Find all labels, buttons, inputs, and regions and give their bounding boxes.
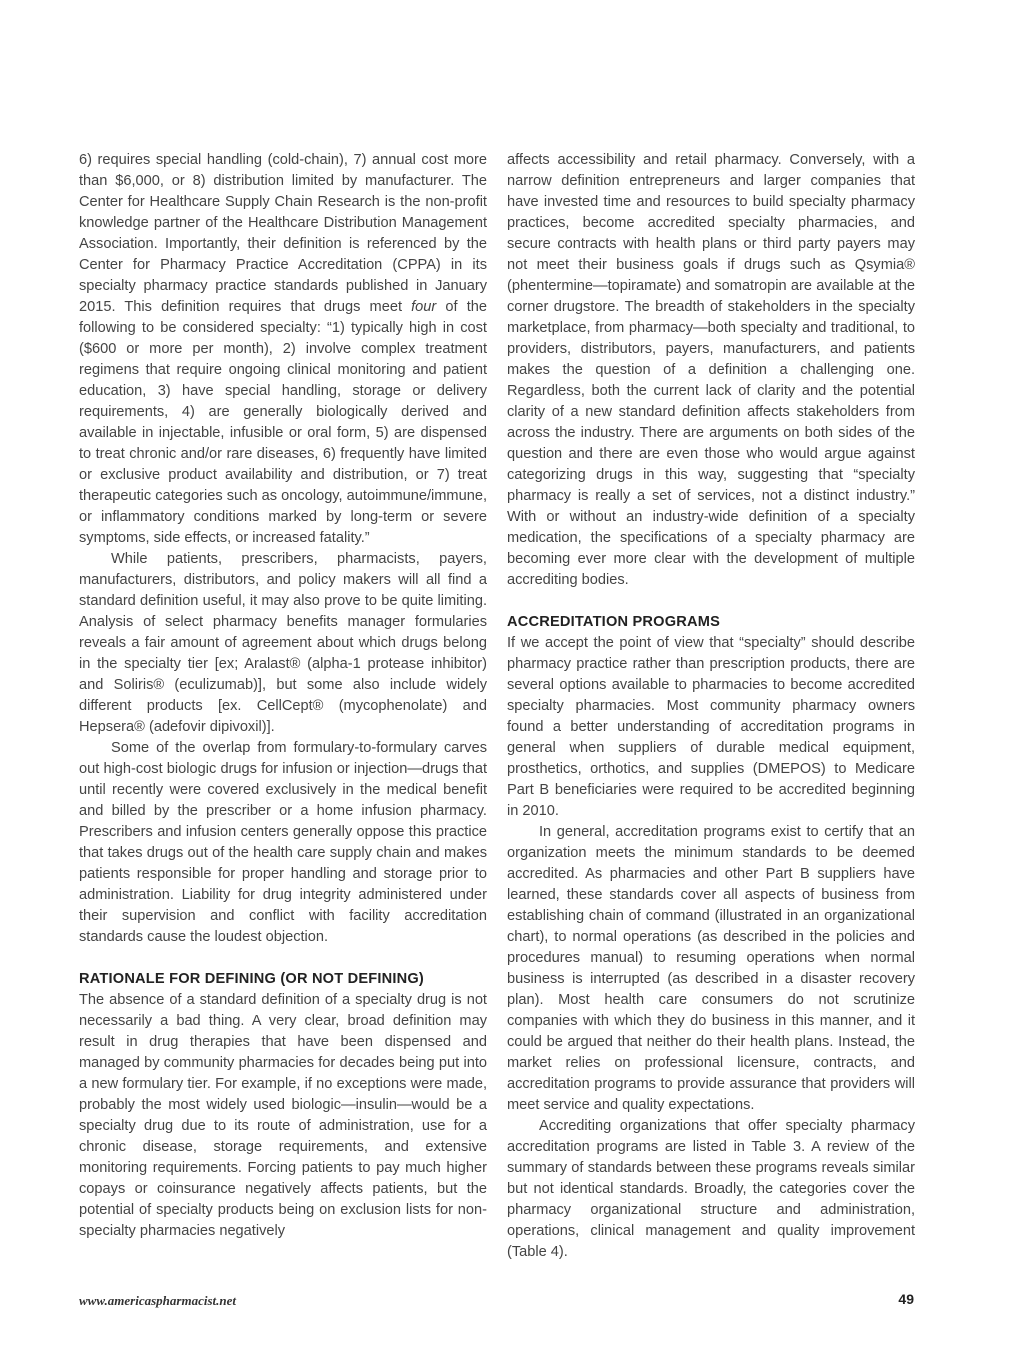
left-column — [79, 150, 487, 1242]
paragraph: In general, accreditation programs exist to certify that an organization meets the minimum standards to be deemed accredited. As pharmacies and other Part B suppliers have learned, these standards cover all aspects of business from establishing chain of command (illustrated in an organizational chart), to normal operations (as described in the policies and procedures manual) to resuming operations when normal business is interrupted (as described in a disaster recovery plan). Most health care consumers do not scrutinize companies with which they do business in this manner, and it could be argued that neither do their health plans. Instead, the market relies on professional licensure, contracts, and accreditation programs to provide assurance that providers will meet service and quality expectations. — [507, 824, 915, 1113]
paragraph: The absence of a standard definition of a specialty drug is not necessarily a bad thing. A very clear, broad definition may result in drug therapies that have been dispensed and managed by community pharmacies for decades being put into a new formulary tier. For example, if no exceptions were made, probably the most widely used biologic—insulin—would be a specialty drug due to its route of administration, use for a chronic disease, storage requirements, and extensive monitoring requirements. Forcing patients to pay much higher copays or coinsurance negatively affects patients, but the potential of specialty products being on exclusion lists for non-specialty pharmacies negatively — [79, 992, 487, 1239]
paragraph: While patients, prescribers, pharmacists, payers, manufacturers, distributors, and policy makers will all find a standard definition useful, it may also prove to be quite limiting. Analysis of select pharmacy benefits manager formularies reveals a fair amount of agreement about which drugs belong in the specialty tier [ex; Aralast® (alpha-1 protease inhibitor) and Soliris® (eculizumab)], but some also include widely different products [ex. CellCept® (mycophenolate) and Hepsera® (adefovir dipivoxil)]. — [79, 551, 487, 735]
page-number: 49 — [898, 1291, 914, 1307]
paragraph: If we accept the point of view that “specialty” should describe pharmacy practice rather than prescription products, there are several options available to pharmacies to become accredited specialty pharmacies. Most community pharmacy owners found a better understanding of accreditation programs in general when suppliers of durable medical equipment, prosthetics, orthotics, and supplies (DMEPOS) to Medicare Part B beneficiaries were required to be accredited beginning in 2010. — [507, 635, 915, 819]
emphasis-four: four — [411, 299, 437, 315]
paragraph: Accrediting organizations that offer specialty pharmacy accreditation programs are listed in Table 3. A review of the summary of standards between these programs reveals similar but not identical standards. Broadly, the categories cover the pharmacy organizational structure and administration, operations, clinical management and quality improvement (Table 4). — [507, 1118, 915, 1260]
footer-url[interactable]: www.americaspharmacist.net — [79, 1293, 236, 1308]
paragraph: affects accessibility and retail pharmacy. Conversely, with a narrow definition entrepreneurs and larger companies that have invested time and resources to build specialty pharmacy practices, become accredited specialty pharmacies, and secure contracts with health plans or third party payers may not meet their business goals if drugs such as Qsymia® (phentermine—topiramate) and somatropin are available at the corner drugstore. The breadth of stakeholders in the specialty marketplace, from pharmacy—both specialty and traditional, to providers, distributors, payers, manufacturers, and patients makes the question of a definition a challenging one. Regardless, both the current lack of clarity and the potential clarity of a new standard definition affects stakeholders from across the industry. There are arguments on both sides of the question and there are even those who would argue against categorizing drugs in this way, suggesting that “specialty pharmacy is really a set of services, not a distinct industry.” With or without an industry-wide definition of a specialty medication, the specifications of a specialty pharmacy are becoming ever more clear with the development of multiple accrediting bodies. — [507, 152, 915, 588]
paragraph: 6) requires special handling (cold-chain), 7) annual cost more than $6,000, or 8) distribution limited by manufacturer. The Center for Healthcare Supply Chain Research is the non-profit knowledge partner of the Healthcare Distribution Management Association. Importantly, their definition is referenced by the Center for Pharmacy Practice Accreditation (CPPA) in its specialty pharmacy practice standards published in January 2015. This definition requires that drugs meet four of the following to be considered specialty: “1) typically high in cost ($600 or more per month), 2) involve complex treatment regimens that require ongoing clinical monitoring and patient education, 3) have special handling, storage or delivery requirements, 4) are generally biologically derived and available in injectable, infusible or oral form, 5) are dispensed to treat chronic and/or rare diseases, 6) frequently have limited or exclusive product availability and distribution, or 7) treat therapeutic categories such as oncology, autoimmune/immune, or inflammatory conditions marked by long-term or severe symptoms, side effects, or increased fatality.” — [79, 152, 487, 546]
paragraph: Some of the overlap from formulary-to-formulary carves out high-cost biologic drugs for infusion or injection—drugs that until recently were covered exclusively in the medical benefit and billed by the prescriber or a home infusion pharmacy. Prescribers and infusion centers generally oppose this practice that takes drugs out of the health care supply chain and makes patients responsible for proper handling and storage prior to administration. Liability for drug integrity administered under their supervision and conflict with facility accreditation standards cause the loudest objection. — [79, 740, 487, 945]
right-column — [507, 150, 915, 1263]
section-heading-rationale: RATIONALE FOR DEFINING (OR NOT DEFINING) — [79, 971, 424, 987]
section-heading-accreditation: ACCREDITATION PROGRAMS — [507, 614, 721, 630]
